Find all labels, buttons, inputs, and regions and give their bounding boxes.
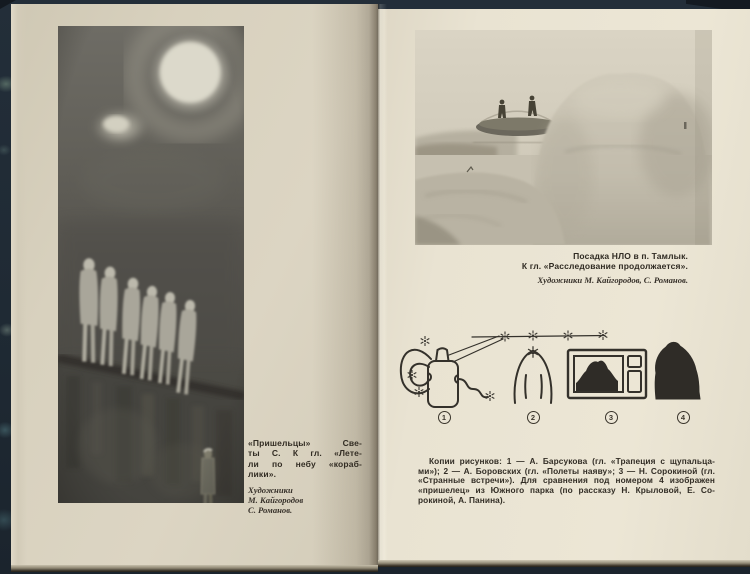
left-page [11,4,378,565]
right-edge-shade [695,30,712,245]
drawing-4-dark-silhouette [655,342,700,399]
drawing-3-framed-silhouette [568,350,646,398]
right-page [378,9,750,560]
caption-line: К гл. «Расследование продолжается». [521,260,688,271]
right-illustration [415,30,712,245]
credit-line: М. Кайгородов [248,494,304,505]
caption-line: ли по небу «кораб- [248,458,362,469]
figure-number-3: 3 [605,411,618,424]
credit-line: Художники М. Кайгородов, С. Романов. [537,274,688,285]
right-illustration-svg [415,30,712,245]
figure-number-4: 4 [677,411,690,424]
paragraph-line: ми»); 2 — А. Боровских (гл. «Полеты наяву»; 3 — Н. Сорокиной (гл. [418,465,715,476]
credit-line: Художники [248,484,293,495]
drawings-svg [395,329,715,409]
left-caption [248,438,362,515]
credit-line: С. Романов. [248,505,293,516]
sparkle-line [472,336,605,338]
figure-number-2: 2 [527,411,540,424]
caption-line: Посадка НЛО в п. Тамлык. [573,251,688,261]
left-page-bottom-edge [11,565,378,572]
tiny-figure-mark [684,122,687,129]
left-illustration [58,26,244,503]
figure-number-1: 1 [438,411,451,424]
artist-credits [248,485,362,516]
paragraph-line: «пришелец» из Южного парка (по рассказу Н. Крыловой, Е. Со- [418,485,715,496]
right-page-bottom-edge [378,560,750,567]
right-caption [498,252,688,285]
paragraph-line: Копии рисунков: 1 — А. Барсукова (гл. «Трапеция с щупальца- [429,456,715,466]
paragraph-line: «Странные встречи»). Для сравнения под номером 4 изображен [418,475,715,486]
caption-line: «Пришельцы» Све- [248,438,362,448]
copied-drawings-strip [395,329,715,409]
paragraph-line: рокиной, А. Панина). [418,494,506,505]
drawing-1-tentacled-figure [401,348,488,407]
vignette [58,26,244,503]
left-illustration-svg [58,26,244,503]
description-paragraph [418,457,715,506]
caption-line: лики». [248,469,277,480]
caption-line: ты С. К гл. «Лете- [248,448,362,459]
